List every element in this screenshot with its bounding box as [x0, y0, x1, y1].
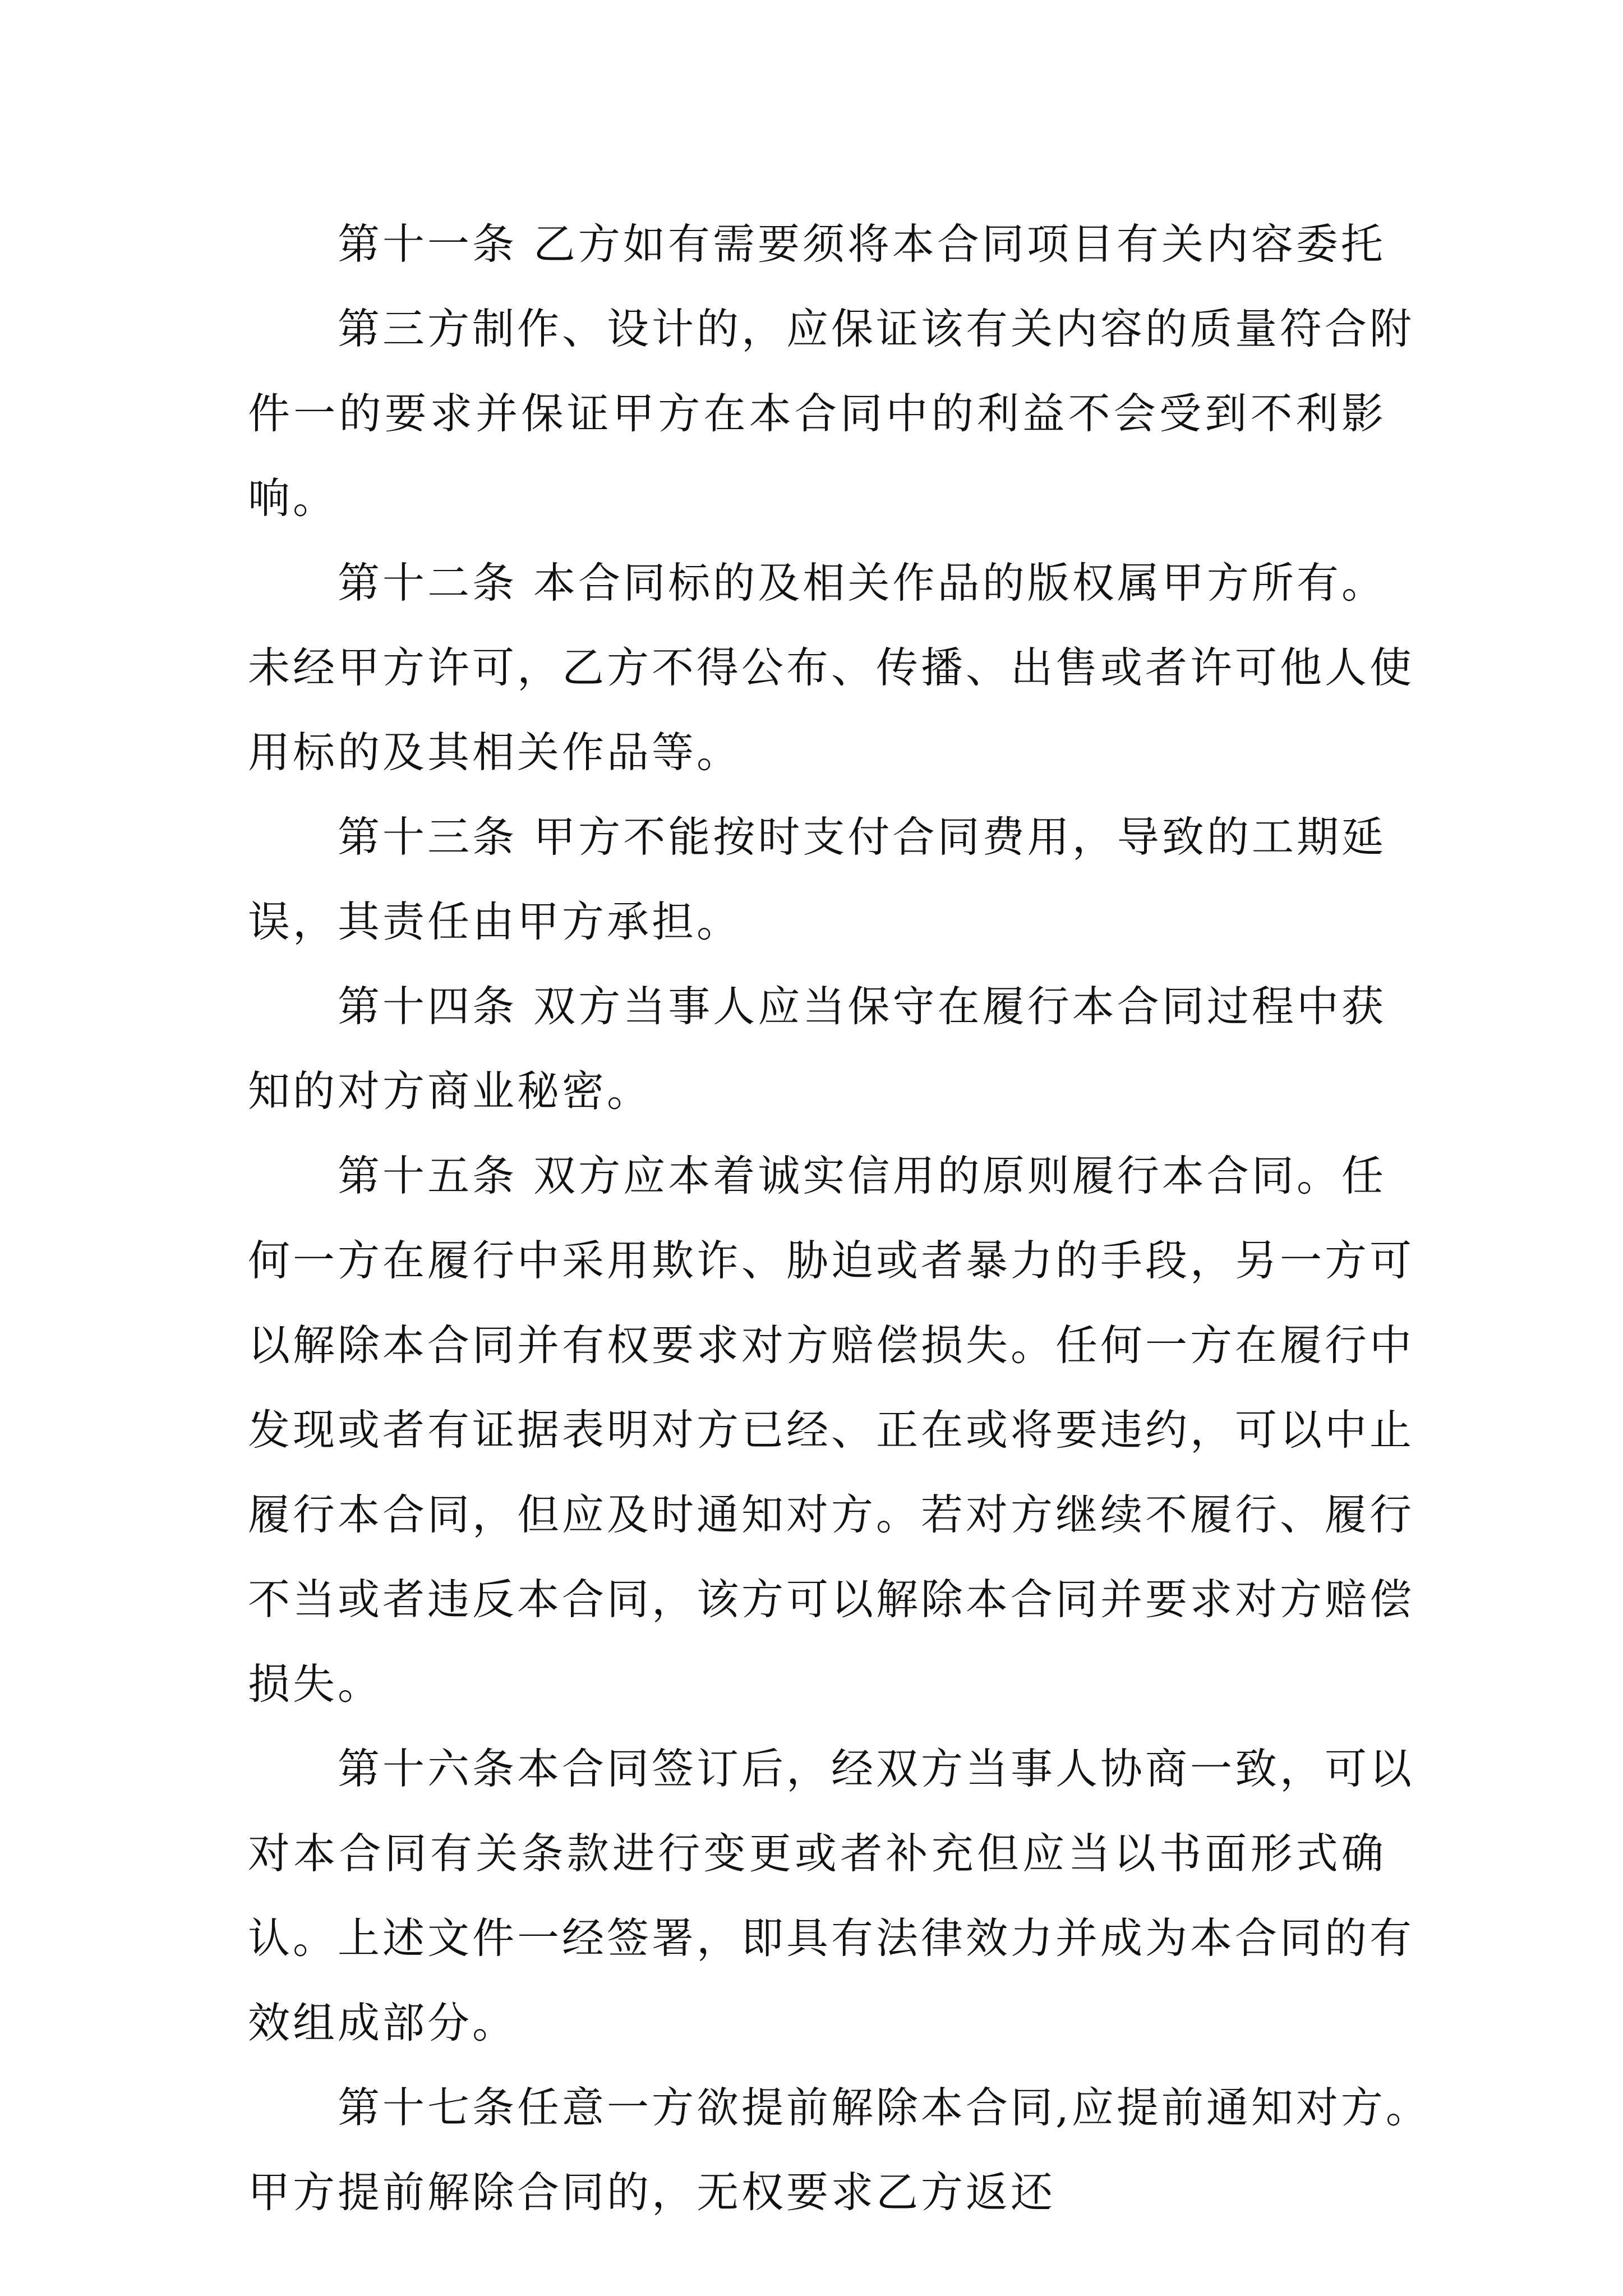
- text-line: 发现或者有证据表明对方已经、正在或将要违约，可以中止: [248, 1405, 1415, 1455]
- text-line: 第十四条 双方当事人应当保守在履行本合同过程中获: [338, 982, 1386, 1031]
- text-line: 损失。: [248, 1659, 383, 1709]
- text-line: 第十二条 本合同标的及相关作品的版权属甲方所有。: [338, 558, 1386, 608]
- text-line: 第十三条 甲方不能按时支付合同费用，导致的工期延: [338, 812, 1386, 862]
- text-line: 第十六条本合同签订后，经双方当事人协商一致，可以: [338, 1744, 1415, 1793]
- text-line: 响。: [248, 473, 338, 523]
- text-line: 不当或者违反本合同，该方可以解除本合同并要求对方赔偿: [248, 1575, 1415, 1624]
- text-line: 对本合同有关条款进行变更或者补充但应当以书面形式确: [248, 1829, 1386, 1878]
- text-line: 未经甲方许可，乙方不得公布、传播、出售或者许可他人使: [248, 643, 1415, 692]
- text-line: 履行本合同，但应及时通知对方。若对方继续不履行、履行: [248, 1490, 1415, 1539]
- text-line: 效组成部分。: [248, 1998, 518, 2047]
- text-line: 误，其责任由甲方承担。: [248, 897, 742, 946]
- text-line: 何一方在履行中采用欺诈、胁迫或者暴力的手段，另一方可: [248, 1236, 1415, 1285]
- text-line: 件一的要求并保证甲方在本合同中的利益不会受到不利影: [248, 389, 1386, 438]
- contract-text: [248, 202, 1431, 2235]
- text-line: 第十五条 双方应本着诚实信用的原则履行本合同。任: [338, 1151, 1386, 1200]
- text-line: 知的对方商业秘密。: [248, 1066, 652, 1116]
- text-line: 以解除本合同并有权要求对方赔偿损失。任何一方在履行中: [248, 1320, 1415, 1370]
- text-line: 甲方提前解除合同的，无权要求乙方返还: [248, 2168, 1056, 2217]
- text-line: 第三方制作、设计的，应保证该有关内容的质量符合附: [338, 304, 1415, 353]
- text-line: 第十七条任意一方欲提前解除本合同,应提前通知对方。: [338, 2083, 1431, 2132]
- text-line: 用标的及其相关作品等。: [248, 728, 742, 777]
- text-line: 认。上述文件一经签署，即具有法律效力并成为本合同的有: [248, 1913, 1415, 1963]
- text-line: 第十一条 乙方如有需要须将本合同项目有关内容委托: [338, 219, 1386, 269]
